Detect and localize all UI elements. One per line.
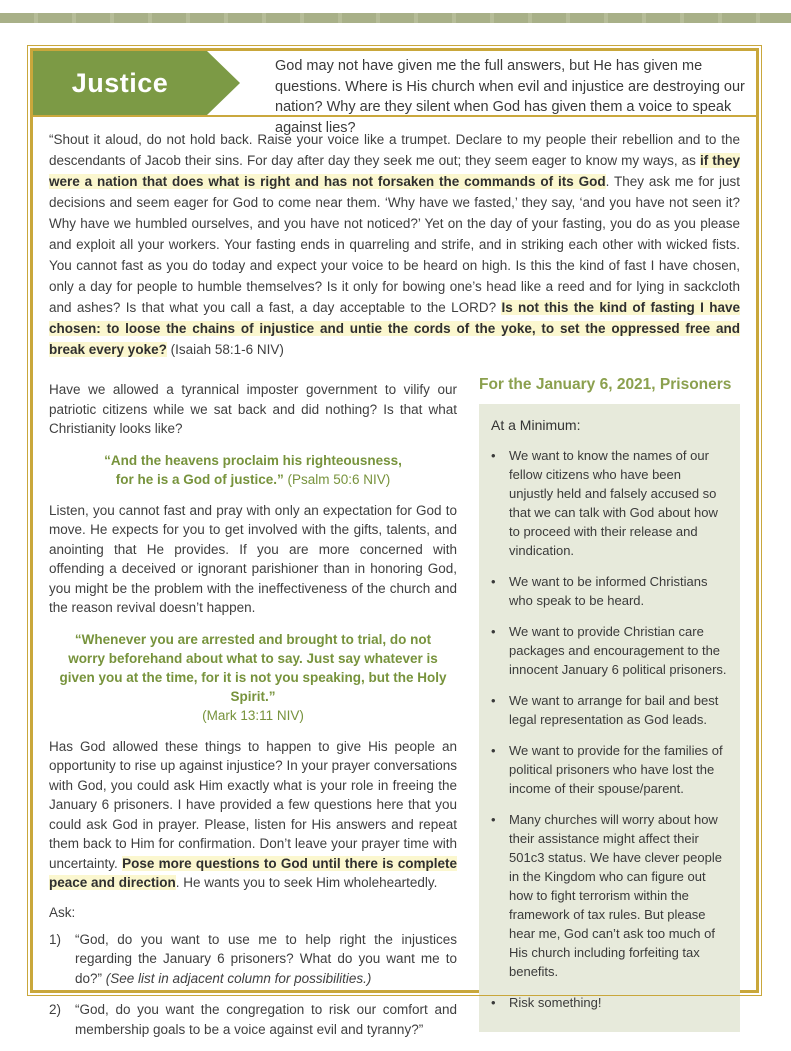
two-column-area xyxy=(33,366,756,1051)
bullet-item xyxy=(491,446,728,560)
bullet-text: Risk something! xyxy=(509,995,602,1010)
bullet-text: We want to provide Christian care packages and encouragement to the innocent January 6 political prisoners. xyxy=(509,624,727,677)
psalm-quote-reference: (Psalm 50:6 NIV) xyxy=(283,471,391,487)
bullet-icon xyxy=(491,993,509,1012)
bullet-text: We want to be informed Christians who speak to be heard. xyxy=(509,574,708,608)
bullet-item xyxy=(491,741,728,798)
bullet-text: We want to provide for the families of political prisoners who have lost the income of their spouse/parent. xyxy=(509,743,723,796)
banner-title: Justice xyxy=(71,68,169,98)
bullet-icon xyxy=(491,691,509,729)
question-italic-note: (See list in adjacent column for possibilities.) xyxy=(105,970,372,986)
justice-banner xyxy=(33,51,207,115)
scripture-text-1: “Shout it aloud, do not hold back. Raise your voice like a trumpet. Declare to my people their rebellion and to the descendants of Jacob their sins. For day after day they seek me out; they seem eager to know my ways, as xyxy=(49,132,740,168)
scripture-reference: (Isaiah 58:1-6 NIV) xyxy=(166,342,284,357)
question-main-text: “God, do you want to use me to help right the injustices regarding the January 6 prisoners? What do you want me to do?” xyxy=(75,931,457,986)
bullet-item xyxy=(491,691,728,729)
bullet-text: Many churches will worry about how their assistance might affect their 501c3 status. We have clever people in the Kingdom who can figure out how to fight terrorism within the framework of tax rules. But please hear me, God can’t ask too much of His church including forfeiting tax benefits. xyxy=(509,812,722,979)
bullet-icon xyxy=(491,810,509,981)
sidebar-box xyxy=(479,404,740,1032)
paragraph-text-2: . He wants you to seek Him wholeheartedly. xyxy=(175,875,438,890)
question-text xyxy=(75,1000,457,1039)
question-text xyxy=(75,930,457,989)
scripture-paragraph xyxy=(49,129,740,360)
header-quote: God may not have given me the full answers, but He has given me questions. Where is His church when evil and injustice are destroying our nation? Why are they silent when God has given them a voice to speak against lies? xyxy=(275,58,745,136)
paragraph-text-1: Has God allowed these things to happen to give His people an opportunity to rise up against injustice? In your prayer conversations with God, you could ask Him exactly what is your role in freeing the January 6 prisoners. I have provided a few questions here that you could ask God in prayer. Please, listen for His answers and repeat them back to Him for confirmation. Don’t leave your prayer time with uncertainty. xyxy=(49,738,457,871)
scripture-highlight-1: if they were a nation that does what is right and has not forsaken the commands of its God xyxy=(49,153,740,189)
ask-label: Ask: xyxy=(49,904,76,920)
psalm-quote-line2: for he is a God of justice.” xyxy=(115,471,284,487)
bullet-text: We want to arrange for bail and best legal representation as God leads. xyxy=(509,693,719,727)
bullet-text: We want to know the names of our fellow citizens who have been unjustly held and falsely accused so that we can talk with God about how to proceed with their release and vindication. xyxy=(509,448,718,558)
question-main-text: “God, do you want the congregation to risk our comfort and membership goals to be a voice against evil and tyranny?” xyxy=(75,1002,457,1037)
left-column xyxy=(49,370,457,1051)
psalm-quote xyxy=(55,451,451,489)
bullet-item xyxy=(491,993,728,1012)
sidebar-box-title: At a Minimum: xyxy=(491,417,581,433)
psalm-quote-line1: “And the heavens proclaim his righteousness, xyxy=(104,452,402,468)
sidebar-bullet-list xyxy=(491,446,728,1012)
bullet-icon xyxy=(491,446,509,560)
bullet-item xyxy=(491,810,728,981)
question-number: 2) xyxy=(49,1002,62,1017)
paragraph-highlight: Pose more questions to God until there is complete peace and direction xyxy=(49,855,457,890)
bullet-icon xyxy=(491,572,509,610)
top-accent-bar xyxy=(0,13,791,23)
mark-quote-reference: (Mark 13:11 NIV) xyxy=(202,707,304,723)
bullet-icon xyxy=(491,741,509,798)
right-column xyxy=(479,370,740,1051)
banner-arrow-shape xyxy=(207,51,240,115)
bullet-item xyxy=(491,572,728,610)
paragraph-tyrannical: Have we allowed a tyrannical imposter government to vilify our patriotic citizens while we sat back and did nothing? Is that what Christianity looks like? xyxy=(49,382,457,436)
question-item xyxy=(49,930,457,989)
question-item xyxy=(49,1000,457,1039)
sidebar-heading: For the January 6, 2021, Prisoners xyxy=(479,376,732,393)
mark-quote xyxy=(55,630,451,725)
mark-quote-text: “Whenever you are arrested and brought to trial, do not worry beforehand about what to say. Just say whatever is given you at the time, for it is not you speaking, but the Holy Spirit.” xyxy=(59,631,447,704)
question-number: 1) xyxy=(49,931,62,947)
bullet-item xyxy=(491,622,728,679)
bullet-icon xyxy=(491,622,509,679)
paragraph-has-god-allowed xyxy=(49,737,457,893)
questions-list xyxy=(49,930,457,1040)
header-band xyxy=(33,51,756,136)
scripture-text-2: . They ask me for just decisions and seem eager for God to come near them. ‘Why have we fasted,’ they say, ‘and you have not seen it? Why have we humbled ourselves, and you have not noticed?’ Yet on the day of your fasting, you do as you please and exploit all your workers. Your fasting ends in quarreling and strife, and in striking each other with wicked fists. You cannot fast as you do today and expect your voice to be heard on high. Is this the kind of fast I have chosen, only a day for people to humble themselves? Is it only for bowing one’s head like a reed and for lying in sackcloth and ashes? Is that what you call a fast, a day acceptable to the LORD? xyxy=(49,174,740,315)
scripture-highlight-2: Is not this the kind of fasting I have chosen: to loose the chains of injustice and untie the cords of the yoke, to set the oppressed free and break every yoke? xyxy=(49,300,740,357)
document-frame xyxy=(30,48,759,1037)
paragraph-listen: Listen, you cannot fast and pray with only an expectation for God to move. He expects for you to get involved with the gifts, talents, and anointing that He provides. If you are more concerned with offending a deceived or ignorant parishioner than in honoring God, you might be the problem with the ineffectiveness of the church and the reason revival doesn’t happen. xyxy=(49,502,457,615)
